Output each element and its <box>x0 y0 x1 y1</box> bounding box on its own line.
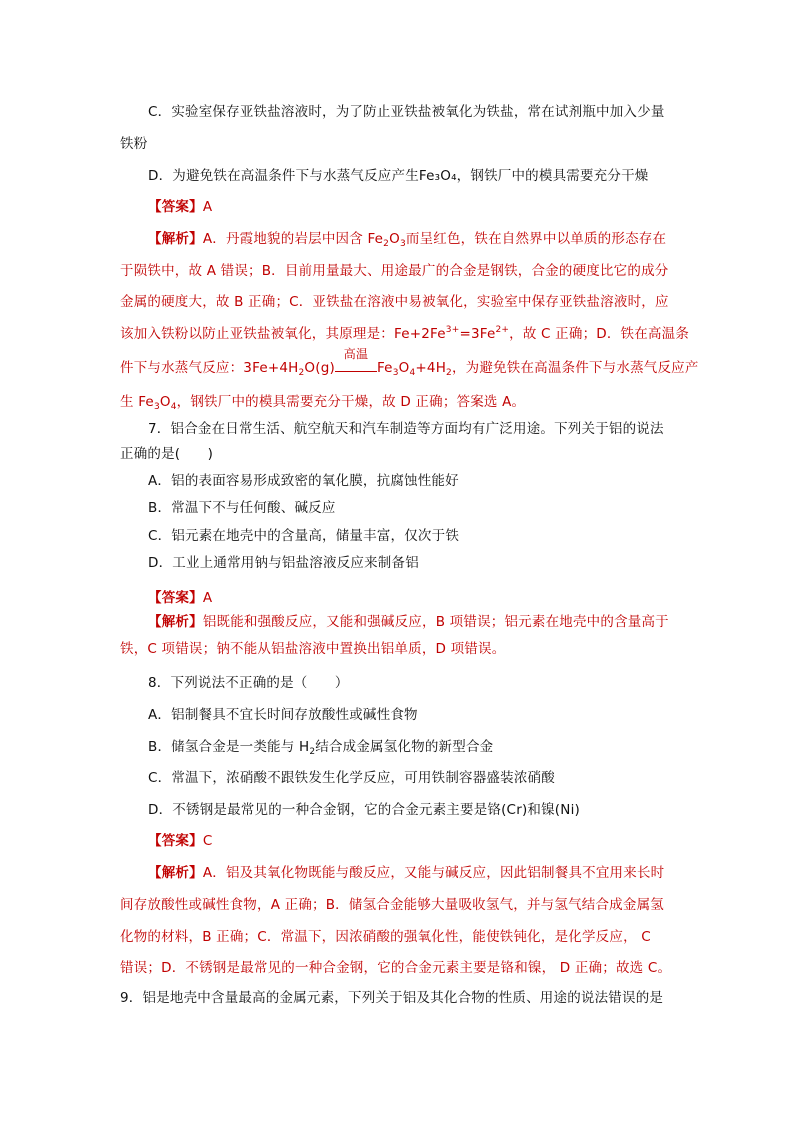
analysis-text: 铝既能和强酸反应，又能和强碱反应，B 项错误；铝元素在地壳中的含量高于 <box>202 614 669 630</box>
answer-value: C <box>202 833 213 849</box>
analysis-3-line4: 错误；D．不锈钢是最常见的一种合金钢，它的合金元素主要是铬和镍， D 正确；故选 C。 <box>120 960 672 976</box>
analysis-3-line1 <box>148 863 664 883</box>
option-c-line1: C．实验室保存亚铁盐溶液时，为了防止亚铁盐被氧化为铁盐，常在试剂瓶中加入少量 <box>148 104 665 120</box>
question-7-stem1: 7．铝合金在日常生活、航空航天和汽车制造等方面均有广泛用途。下列关于铝的说法 <box>148 421 664 437</box>
option-c-line2: 铁粉 <box>120 136 148 152</box>
answer-tag: 【答案】 <box>148 833 203 849</box>
analysis-2-line1 <box>148 612 669 632</box>
analysis-1-line3: 金属的硬度大，故 B 正确；C．亚铁盐在溶液中易被氧化，实验室中保存亚铁盐溶液时，应 <box>120 294 669 310</box>
analysis-text: Fe <box>376 360 393 376</box>
analysis-1-line6: 生 $Fe_3O_4$，钢铁厂中的模具需要充分干燥，故 D 正确；答案选 A。 <box>120 394 526 412</box>
option-text: 结合成金属氢化物的新型合金 <box>315 739 494 755</box>
question-8-option-c: C．常温下，浓硝酸不跟铁发生化学反应，可用铁制容器盛装浓硝酸 <box>148 770 555 786</box>
question-7-option-a: A．铝的表面容易形成致密的氧化膜，抗腐蚀性能好 <box>148 473 459 489</box>
question-7-stem2: 正确的是( ) <box>120 446 214 462</box>
answer-tag: 【答案】 <box>148 590 203 606</box>
question-7-option-c: C．铝元素在地壳中的含量高，储量丰富，仅次于铁 <box>148 528 460 544</box>
analysis-1-line4: 该加入铁粉以防止亚铁盐被氧化，其原理是：$Fe+2Fe^{3+}=3Fe^{2+}$，故 C 正确；D．铁在高温条 <box>120 325 690 342</box>
analysis-3-line2: 间存放酸性或碱性食物，A 正确；B．储氢合金能够大量吸收氢气，并与氢气结合成金属氢 <box>120 897 664 913</box>
question-8-option-a: A．铝制餐具不宜长时间存放酸性或碱性食物 <box>148 707 418 723</box>
answer-value: A <box>202 590 213 606</box>
analysis-text: 该加入铁粉以防止亚铁盐被氧化，其原理是：Fe+2Fe <box>120 326 446 342</box>
answer-block-1 <box>148 197 212 217</box>
question-7-option-d: D．工业上通常用钠与铝盐溶液反应来制备铝 <box>148 555 419 571</box>
analysis-text: ，钢铁厂中的模具需要充分干燥，故 D 正确；答案选 A。 <box>176 394 526 410</box>
analysis-text: 而呈红色，铁在自然界中以单质的形态存在 <box>405 231 667 247</box>
analysis-1-line2: 于陨铁中，故 A 错误；B．目前用量最大、用途最广的合金是钢铁，合金的硬度比它的成分 <box>120 263 669 279</box>
analysis-tag: 【解析】 <box>148 865 203 881</box>
question-8-option-d: D．不锈钢是最常见的一种合金钢，它的合金元素主要是铬(Cr)和镍(Ni) <box>148 802 580 818</box>
analysis-text: =3Fe <box>459 326 496 342</box>
analysis-text: O(g) <box>304 360 335 376</box>
question-8-option-b: B．储氢合金是一类能与 $H_2$结合成金属氢化物的新型合金 <box>148 739 494 757</box>
reaction-condition: 高温 <box>343 347 369 361</box>
analysis-1-line1: 【解析】A．丹霞地貌的岩层中因含 $Fe_2O_3$而呈红色，铁在自然界中以单质的形态存在 <box>148 231 667 249</box>
analysis-2-line2: 铁，C 项错误；钠不能从铝盐溶液中置换出铝单质，D 项错误。 <box>120 641 506 657</box>
analysis-text: O <box>389 231 400 247</box>
analysis-text: 生 Fe <box>120 394 154 410</box>
analysis-text: 件下与水蒸气反应：3Fe+4H <box>120 360 299 376</box>
analysis-text: ，故 C 正确；D．铁在高温条 <box>509 326 690 342</box>
analysis-1-line5: 件下与水蒸气反应：$3Fe+4H_2O(g)$ 高温 $Fe_3O_4+4H_2$，为避免铁在高温条件下与水蒸气反应产 <box>120 358 699 378</box>
analysis-text: +4H <box>415 360 447 376</box>
answer-tag: 【答案】 <box>148 199 203 215</box>
question-8-stem: 8．下列说法不正确的是（ ） <box>148 675 349 691</box>
analysis-text: ，为避免铁在高温条件下与水蒸气反应产 <box>451 360 699 376</box>
analysis-text: O <box>159 394 171 410</box>
analysis-3-line3: 化物的材料，B 正确；C．常温下，因浓硝酸的强氧化性，能使铁钝化，是化学反应， C <box>120 929 651 945</box>
question-7-option-b: B．常温下不与任何酸、碱反应 <box>148 500 336 516</box>
analysis-tag: 【解析】 <box>148 231 203 247</box>
question-9-stem: 9．铝是地壳中含量最高的金属元素，下列关于铝及其化合物的性质、用途的说法错误的是 <box>120 990 664 1006</box>
option-d-line: D．为避免铁在高温条件下与水蒸气反应产生Fe₃O₄，钢铁厂中的模具需要充分干燥 <box>148 168 649 184</box>
analysis-text: O <box>398 360 410 376</box>
reaction-arrow <box>335 347 377 378</box>
answer-value: A <box>202 199 213 215</box>
analysis-tag: 【解析】 <box>148 614 203 630</box>
answer-block-3 <box>148 831 212 851</box>
option-text: B．储氢合金是一类能与 H <box>148 739 310 755</box>
analysis-text: A．铝及其氧化物既能与酸反应，又能与碱反应，因此铝制餐具不宜用来长时 <box>202 865 665 881</box>
analysis-text: A．丹霞地貌的岩层中因含 Fe <box>202 231 384 247</box>
answer-block-2 <box>148 588 212 608</box>
